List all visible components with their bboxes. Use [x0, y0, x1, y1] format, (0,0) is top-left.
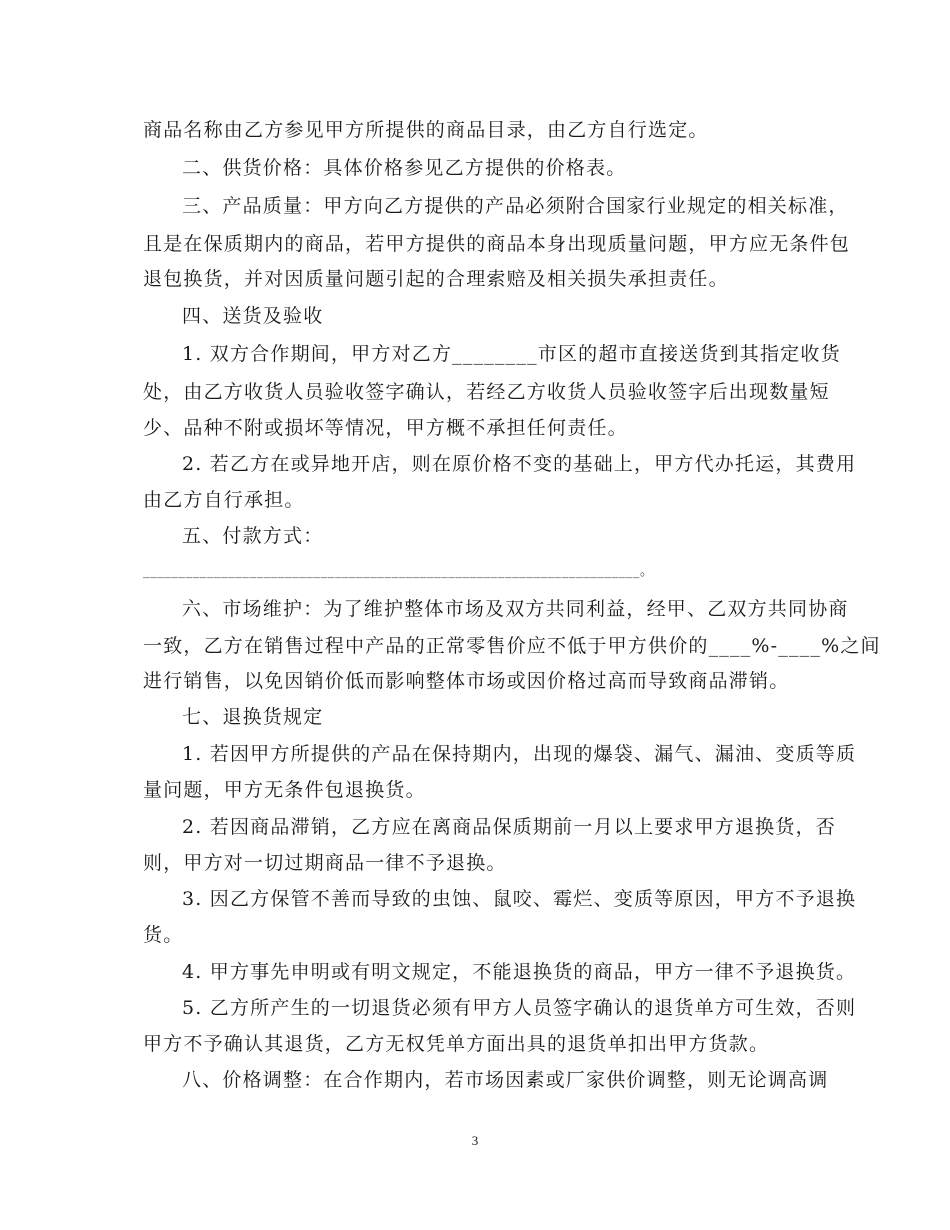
section-4-heading: 四、送货及验收	[182, 305, 324, 327]
paragraph-line: 由乙方自行承担。	[143, 489, 305, 511]
clause-4-2: 2. 若乙方在或异地开店，则在原价格不变的基础上，甲方代办托运，其费用	[182, 453, 857, 475]
page-number: 3	[471, 1133, 479, 1148]
paragraph-line: 一致，乙方在销售过程中产品的正常零售价应不低于甲方供价的____%-____%之间	[143, 635, 881, 657]
paragraph-line: 则，甲方对一切过期商品一律不予退换。	[143, 852, 507, 874]
section-5-heading: 五、付款方式：	[182, 525, 324, 547]
paragraph-line: 甲方不予确认其退货，乙方无权凭单方面出具的退货单扣出甲方货款。	[143, 1033, 770, 1055]
clause-7-4: 4. 甲方事先申明或有明文规定，不能退换货的商品，甲方一律不予退换货。	[182, 961, 857, 983]
line-goods-name: 商品名称由乙方参见甲方所提供的商品目录，由乙方自行选定。	[143, 119, 709, 141]
section-2-supply-price: 二、供货价格：具体价格参见乙方提供的价格表。	[182, 157, 627, 179]
paragraph-line: 少、品种不附或损坏等情况，甲方概不承担任何责任。	[143, 417, 628, 439]
clause-7-1: 1. 若因甲方所提供的产品在保持期内，出现的爆袋、漏气、漏油、变质等质	[182, 743, 857, 765]
clause-4-1: 1. 双方合作期间，甲方对乙方________市区的超市直接送货到其指定收货	[182, 343, 841, 365]
section-8-price-adjustment: 八、价格调整：在合作期内，若市场因素或厂家供价调整，则无论调高调	[182, 1069, 829, 1091]
paragraph-line: 货。	[143, 924, 184, 946]
paragraph-line: 处，由乙方收货人员验收签字确认，若经乙方收货人员验收签字后出现数量短	[143, 381, 830, 403]
section-3-product-quality: 三、产品质量：甲方向乙方提供的产品必须附合国家行业规定的相关标准，	[182, 195, 849, 217]
section-6-market-maintenance: 六、市场维护：为了维护整体市场及双方共同利益，经甲、乙双方共同协商	[182, 598, 849, 620]
paragraph-line: 进行销售，以免因销价低而影响整体市场或因价格过高而导致商品滞销。	[143, 670, 790, 692]
payment-method-blank: ______________________________________________________________________。	[143, 564, 654, 579]
clause-7-5: 5. 乙方所产生的一切退货必须有甲方人员签字确认的退货单方可生效，否则	[182, 997, 857, 1019]
clause-7-3: 3. 因乙方保管不善而导致的虫蚀、鼠咬、霉烂、变质等原因，甲方不予退换	[182, 888, 857, 910]
section-7-heading: 七、退换货规定	[182, 706, 324, 728]
paragraph-line: 量问题，甲方无条件包退换货。	[143, 779, 426, 801]
paragraph-line: 退包换货，并对因质量问题引起的合理索赔及相关损失承担责任。	[143, 268, 729, 290]
clause-7-2: 2. 若因商品滞销，乙方应在离商品保质期前一月以上要求甲方退换货，否	[182, 816, 836, 838]
paragraph-line: 且是在保质期内的商品，若甲方提供的商品本身出现质量问题，甲方应无条件包	[143, 233, 851, 255]
